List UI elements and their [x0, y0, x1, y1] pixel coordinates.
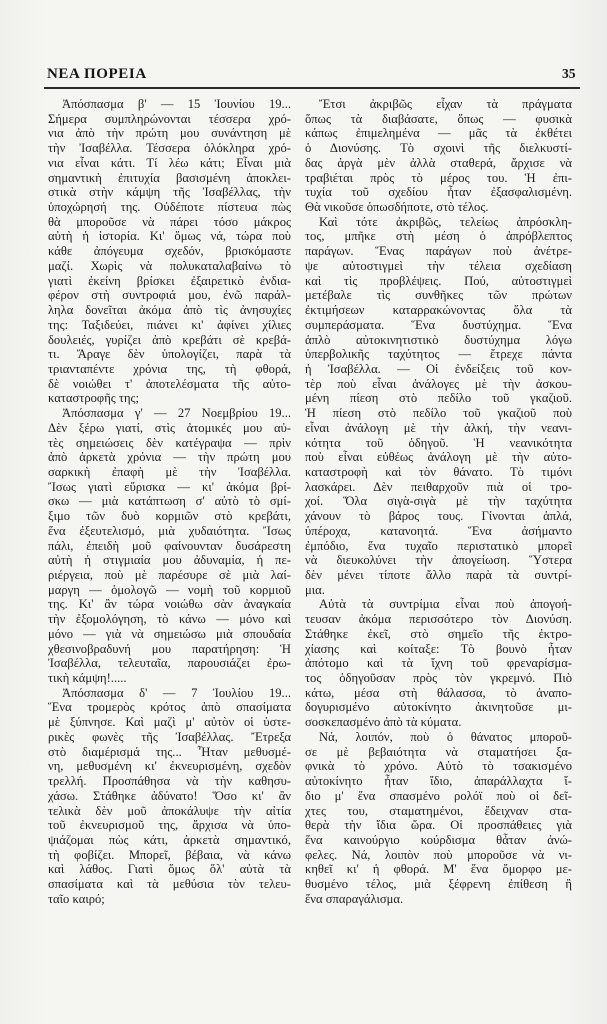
right-text-column	[305, 97, 572, 907]
page-number: 35	[562, 66, 576, 81]
header-divider	[44, 87, 580, 89]
text-line: ψε αὐτοστιγμεὶ τὴν τέλεια σχεδίαση	[305, 258, 572, 273]
text-line: χάσω. Στάθηκε ἀδύνατο! Ὅσο κι' ἂν	[48, 788, 291, 803]
text-line: ἐκτιμήσεων καταρρακώνοντας ὅλα τὰ	[305, 303, 572, 318]
text-line: ὑπερβολικῆς ταχύτητος — ἔτρεχε πάντα	[305, 347, 572, 362]
text-line: κάπως ἐπιμελημένα — μᾶς τὰ ἐκθέτει	[305, 126, 572, 141]
text-line: νια εἶναι κάτι. Τί λέω κάτι; Εἶναι μιὰ	[48, 155, 291, 170]
paragraph	[305, 215, 572, 598]
text-line: μαργη — ὁμολογῶ — νομὴ τοῦ κορμιοῦ	[48, 582, 291, 597]
paragraph	[305, 597, 572, 729]
text-line: χάνουν τὸ βάρος τους. Γίνονται ἁπλά,	[305, 509, 572, 524]
text-line: τὲρ ποὺ εἶναι ἀνάλογες μὲ τὴν ἀσκου-	[305, 376, 572, 391]
paragraph	[48, 97, 291, 406]
text-line: Ἀπόσπασμα γ' — 27 Νοεμβρίου 19...	[62, 406, 291, 421]
text-line: δουλειές, γυρίζει ἀπὸ κρεβάτι σὲ κρεβά-	[48, 332, 291, 347]
text-line: ἀπότομο καὶ τὰ ἴχνη τοῦ φρεναρίσμα-	[305, 656, 572, 671]
text-line: της. Κι' ἂν τώρα νοιώθω σὰν ἀναγκαία	[48, 597, 291, 612]
text-line: μένη πίεση στὸ πεδίλο τοῦ γκαζιοῦ.	[305, 391, 572, 406]
text-line: λασκάρει. Δὲν πειθαρχοῦν πιὰ οἱ τρο-	[305, 479, 572, 494]
text-line: ἁπλὸ αὐτοκινητιστικὸ δυστύχημα λόγω	[305, 332, 572, 347]
text-line: νη, μεθυσμένη κι' ἐκνευρισμένη, σχεδὸν	[48, 759, 291, 774]
text-line: καὶ τὶς προβλέψεις. Πού, αὐτοστιγμεὶ	[305, 273, 572, 288]
text-line: ρικὲς φωνὲς τῆς Ἰσαβέλλας. Ἔτρεξα	[48, 729, 291, 744]
text-line: ἕνα σπαραγάλισμα.	[305, 891, 404, 906]
text-line: ὑποχώρησή της. Οὐδέποτε πίστευα πὼς	[48, 200, 291, 215]
text-line: σοσκεπασμένο ἀπὸ τὰ κύματα.	[305, 715, 462, 730]
text-line: παράγων. Ἕνας παράγων ποὺ ἀνέτρε-	[305, 244, 572, 259]
text-line: συμπεράσματα. Ἕνα δυστύχημα. Ἕνα	[305, 317, 572, 332]
paragraph	[305, 730, 572, 907]
text-line: γιατὶ ἐκείνη βρίσκει ἐξαιρετικὸ ἐνδια-	[48, 273, 291, 288]
text-line: καταστροφῆς της;	[48, 391, 140, 406]
text-line: πάλι, ἐπειδὴ μοῦ φαίνουνταν δυσάρεστη	[48, 538, 291, 553]
text-line: χοί. Ὅλα σιγὰ-σιγὰ μὲ τὴν ταχύτητα	[305, 494, 572, 509]
text-line: ξιμο τῶν δυὸ κορμιῶν στὸ κρεβάτι,	[48, 509, 291, 524]
text-line: Ἰσαβέλλα, τελευταῖα, παρουσιάζει ἐρω-	[48, 656, 291, 671]
text-line: τὴ φοβίζει. Μπορεῖ, βέβαια, νὰ κάνω	[48, 847, 291, 862]
text-line: αὐτοκίνητο ἦταν ἴδιο, ἀπαράλλαχτα ἴ-	[305, 774, 572, 789]
text-line: Ἕνα τρομερὸς κρότος ἀπὸ σπασίματα	[48, 700, 291, 715]
text-line: ἕνα ἐξευτελισμό, μιὰ χυδαιότητα. Ἴσως	[48, 523, 291, 538]
text-line: Ἀπόσπασμα δ' — 7 Ἰουλίου 19...	[62, 685, 291, 700]
text-line: τος ὁδηγοῦσαν πρὸς τὸν γκρεμνό. Πιὸ	[305, 671, 572, 686]
text-line: Σήμερα συμπληρώνονται τέσσερα χρό-	[48, 111, 291, 126]
text-line: νὰ διευκολύνει τὴν ἀπογείωση. Ὕστερα	[305, 553, 572, 568]
text-line: στικὰ στὴν κάμψη τῆς Ἰσαβέλλας, τὴν	[48, 185, 291, 200]
text-line: ψιάζομαι πὼς κάτι, ἀρκετὰ σημαντικό,	[48, 832, 291, 847]
text-line: τὲς σημειώσεις δὲν κατέγραψα — πρὶν	[48, 435, 291, 450]
text-line: ληλα δονεῖται ἀκόμα ἀπὸ τὶς ἀνησυχίες	[48, 303, 291, 318]
text-line: μια.	[305, 582, 325, 597]
text-line: Ἔτσι ἀκριβῶς εἶχαν τὰ πράγματα	[319, 97, 572, 111]
paragraph	[48, 686, 291, 907]
text-line: θὰ μποροῦσε νὰ πάρει τόσο μάκρος	[48, 214, 291, 229]
text-line: σπασίματα καὶ τὰ μεθύσια τὸν τελευ-	[48, 877, 291, 892]
paragraph	[305, 97, 572, 215]
text-line: Καὶ τότε ἀκριβῶς, τελείως ἀπρόσκλη-	[319, 214, 572, 229]
text-line: ποὺ εἶναι εὐθέως ἀνάλογη μὲ τὴν αὐτο-	[305, 450, 572, 465]
text-line: χθεσινοβραδυνή μου παρατήρηση: Ἡ	[48, 641, 291, 656]
left-text-column	[48, 97, 291, 907]
text-line: στὸ διαμέρισμά της... Ἦταν μεθυσμέ-	[48, 744, 291, 759]
text-line: κάτω, μέσα στὴ θάλασσα, τὸ ἀναπο-	[305, 685, 572, 700]
text-line: νια ἀπὸ τὴν πρώτη μου συνάντηση μὲ	[48, 126, 291, 141]
text-line: αὐτὴ ἡ στιγμιαία μου ἀδυναμία, ἡ πε-	[48, 553, 291, 568]
text-line: κότητα τοῦ ὁδηγοῦ. Ἡ νεανικότητα	[305, 435, 572, 450]
text-line: Αὐτὰ τὰ συντρίμια εἶναι ποὺ ἀπογοή-	[319, 597, 572, 612]
text-line: της: Ταξιδεύει, πιάνει κι' ἀφίνει χίλιες	[48, 317, 291, 332]
text-line: τος, μπῆκε στὴ μέση ὁ ἀπρόβλεπτος	[305, 229, 572, 244]
text-line: ὁ Διονύσης. Τὸ σχοινὶ τῆς διελκυστί-	[305, 141, 572, 156]
text-line: τὴν Ἰσαβέλλα. Τέσσερα ὁλόκληρα χρό-	[48, 141, 291, 156]
text-line: διο μ' ἕνα σπασμένο ρολόϊ ποὺ οἱ δεῖ-	[305, 788, 572, 803]
text-line: μὲ ξύπνησε. Καὶ μαζὶ μ' αὐτὸν οἱ ὑστε-	[48, 715, 291, 730]
text-line: Νά, λοιπόν, ποὺ ὁ θάνατος μποροῦ-	[319, 729, 572, 744]
text-line: ἐμπόδιο, ἕνα τυχαῖο περιστατικὸ μπορεῖ	[305, 538, 572, 553]
text-line: δας ἀργὰ μὲν ἀλλὰ σταθερά, ἄρχισε νὰ	[305, 155, 572, 170]
text-line: ὑπέροχα, κατανοητά. Ἕνα ἀσήμαντο	[305, 523, 572, 538]
text-line: σε μὲ βεβαιότητα νὰ σταματήσει ξα-	[305, 744, 572, 759]
text-line: θερὰ τὴν ἴδια ὥρα. Οἱ προσπάθειες γιὰ	[305, 818, 572, 833]
text-line: τριανταπέντε χρόνια της, τὴ φθορά,	[48, 361, 291, 376]
text-line: φελες. Νά, λοιπὸν ποὺ μποροῦσε νὰ νι-	[305, 847, 572, 862]
paragraph	[48, 406, 291, 686]
text-line: χίασης καὶ κοίταξε: Τὸ βουνὸ ἦταν	[305, 641, 572, 656]
text-line: τὴν ἐξομολόγηση, τὸ κάνω — μόνο καὶ	[48, 612, 291, 627]
text-line: φνικὰ τὸ χρόνο. Αὐτὸ τὸ τσακισμένο	[305, 759, 572, 774]
text-line: τι. Ἄραγε δὲν ὑπολογίζει, παρὰ τὰ	[48, 347, 291, 362]
text-line: αὐτὴ ἡ ἱστορία. Κι' ὅμως νά, τώρα ποὺ	[48, 229, 291, 244]
text-line: σημαντικὴ ἐπιτυχία βασισμένη ἀποκλει-	[48, 170, 291, 185]
text-line: τοῦ ἐκνευρισμοῦ της, ἄρχισα νὰ ὑπο-	[48, 818, 291, 833]
text-line: σαρκικὴ ἐπαφὴ μὲ τὴν Ἰσαβέλλα.	[48, 464, 291, 479]
text-line: Θὰ νικοῦσε ὁπωσδήποτε, στὸ τέλος.	[305, 200, 489, 215]
text-line: τικὴ κάμψη!.....	[48, 671, 127, 686]
text-line: τευσαν ἀκόμα περισσότερο τὸν Διονύση.	[305, 612, 572, 627]
text-line: ἀπὸ ἀρκετὰ χρόνια — τὴν πρώτη μου	[48, 450, 291, 465]
text-line: δὲν μένει τίποτε ἄλλο παρὰ τὰ συντρί-	[305, 568, 572, 582]
text-line: Στάθηκε ἐκεῖ, στὸ σημεῖο τῆς ἐκτρο-	[305, 626, 572, 641]
text-line: εἶναι ἀνάλογη μὲ τὴν ἀλκή, τὴν νεανι-	[305, 420, 572, 435]
text-line: ἕνα καινούργιο κούρδισμα θἆταν ἀνώ-	[305, 832, 572, 847]
text-line: τελικὰ δὲν μοῦ ἀποκάλυψε τὴν αἰτία	[48, 803, 291, 818]
text-line: μετέβαλε τὶς συνθῆκες τῶν πρώτων	[305, 288, 572, 303]
text-line: ριέργεια, ποὺ μὲ παρέσυρε σὲ μιὰ λαί-	[48, 568, 291, 582]
text-line: Ἀπόσπασμα β' — 15 Ἰουνίου 19...	[62, 97, 291, 111]
magazine-title: ΝΕΑ ΠΟΡΕΙΑ	[47, 66, 147, 82]
text-line: σκω — μιὰ κατάπτωση σ' αὐτὸ τὸ σμί-	[48, 494, 291, 509]
text-line: καταστροφὴ καὶ τὸν θάνατο. Τὸ τιμόνι	[305, 464, 572, 479]
text-line: χτες του, σταματημένοι, ἔδειχναν στα-	[305, 803, 572, 818]
text-line: μαζί. Χωρὶς νὰ πολυκαταλαβαίνω τὸ	[48, 258, 291, 273]
text-line: ὅπως τὰ διαβάσατε, ὅπως — φυσικὰ	[305, 111, 572, 126]
text-line: κάθε ἀπόγευμα σχεδόν, βρισκόμαστε	[48, 244, 291, 259]
text-line: καὶ λάθος. Γιατὶ ὅμως ὅλ' αὐτὰ τὰ	[48, 862, 291, 877]
text-line: δογυρισμένο αὐτοκίνητο ἀκινητοῦσε μι-	[305, 700, 572, 715]
text-line: κηθεῖ κι' ἡ φθορά. Μ' ἕνα ὄμορφο με-	[305, 862, 572, 877]
text-line: ἡ Ἰσαβέλλα. — Οἱ ἐνδείξεις τοῦ κον-	[305, 361, 572, 376]
text-line: τραβιέται πρὸς τὸ μέρος του. Ἡ ἐπι-	[305, 170, 572, 185]
text-line: Ἡ πίεση στὸ πεδίλο τοῦ γκαζιοῦ ποὺ	[305, 406, 572, 421]
text-line: τυχία τοῦ σχεδίου ἦταν ἐξασφαλισμένη.	[305, 185, 572, 200]
text-line: Δὲν ξέρω γιατί, στὶς ἀτομικές μου αὐ-	[48, 420, 291, 435]
text-line: δὲ νοιώθει τ' ἀποτελέσματα τῆς αὐτο-	[48, 376, 291, 391]
text-line: θυσμένο τέλος, μιὰ ξέφρενη ἐπίθεση ἢ	[305, 877, 572, 892]
text-line: μόνο — γιὰ νὰ σημειώσω μιὰ σπουδαία	[48, 626, 291, 641]
text-line: φέρον στὴ συντροφιά μου, ἐνῶ παράλ-	[48, 288, 291, 303]
text-line: τρελλή. Προσπάθησα νὰ τὴν καθησυ-	[48, 774, 291, 789]
text-line: Ἴσως γιατὶ εὕρισκα — κι' ἀκόμα βρί-	[48, 479, 291, 494]
text-line: ταῖο καιρό;	[48, 891, 105, 906]
